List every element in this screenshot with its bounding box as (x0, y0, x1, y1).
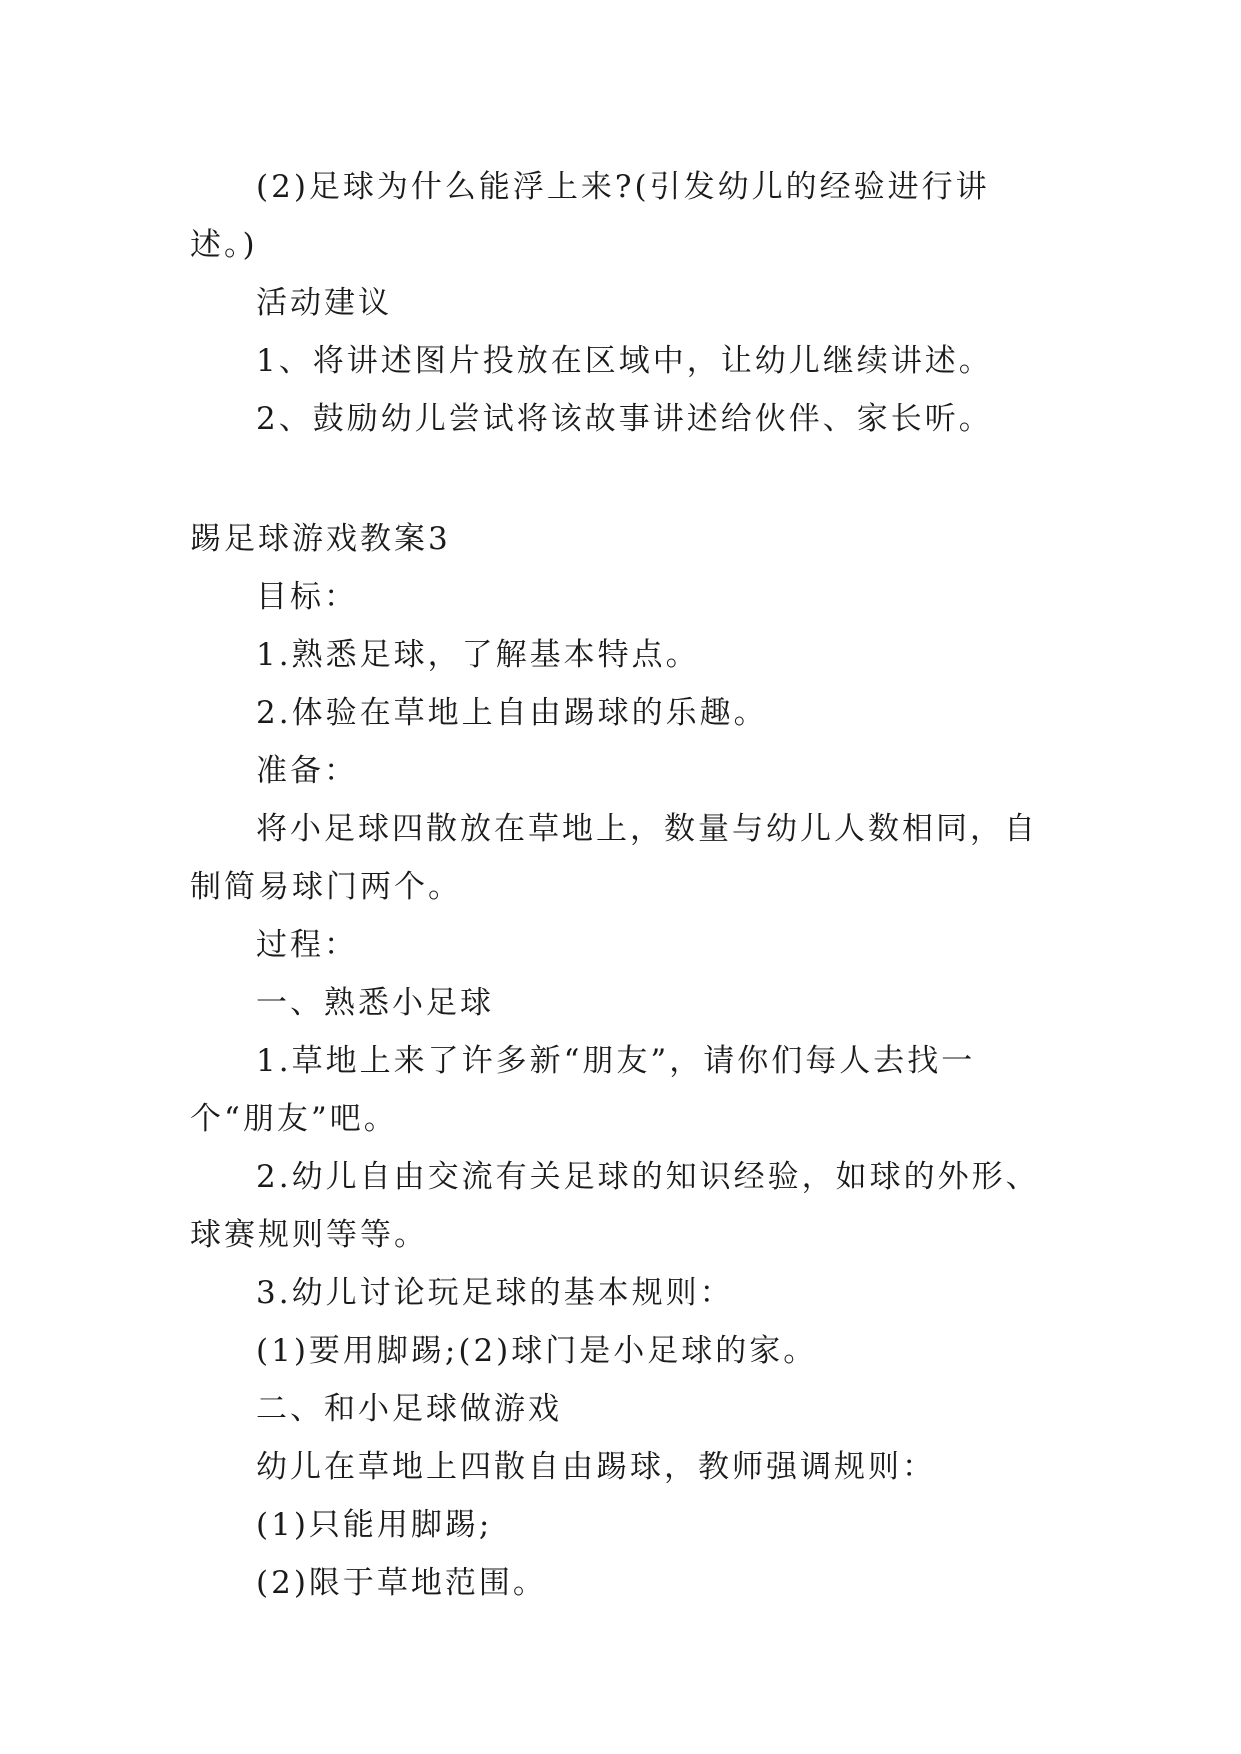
paragraph: 1.草地上来了许多新“朋友”，请你们每人去找一个“朋友”吧。 (190, 1043, 976, 1137)
paragraph: 一、熟悉小足球 (256, 985, 494, 1021)
paragraph: 2.幼儿自由交流有关足球的知识经验，如球的外形、球赛规则等等。 (190, 1159, 1040, 1253)
paragraph: 准备： (256, 753, 358, 789)
paragraph: 1、将讲述图片投放在区域中，让幼儿继续讲述。 (256, 343, 993, 379)
paragraph: 3.幼儿讨论玩足球的基本规则： (256, 1275, 734, 1311)
paragraph: 将小足球四散放在草地上，数量与幼儿人数相同，自制简易球门两个。 (190, 811, 1038, 905)
paragraph: 目标： (256, 579, 358, 615)
paragraph: 过程： (256, 927, 358, 963)
paragraph: 2.体验在草地上自由踢球的乐趣。 (256, 695, 768, 731)
paragraph: 二、和小足球做游戏 (256, 1391, 562, 1427)
paragraph: 2、鼓励幼儿尝试将该故事讲述给伙伴、家长听。 (256, 401, 993, 437)
paragraph: (2)足球为什么能浮上来?(引发幼儿的经验进行讲述。) (190, 169, 990, 263)
paragraph: (1)只能用脚踢; (256, 1507, 493, 1543)
paragraph: 1.熟悉足球，了解基本特点。 (256, 637, 700, 673)
section-title: 踢足球游戏教案3 (190, 521, 451, 557)
paragraph: (2)限于草地范围。 (256, 1565, 547, 1601)
paragraph: (1)要用脚踢;(2)球门是小足球的家。 (256, 1333, 818, 1369)
document-body (190, 158, 1050, 1612)
paragraph: 活动建议 (256, 285, 392, 321)
paragraph: 幼儿在草地上四散自由踢球，教师强调规则： (256, 1449, 936, 1485)
